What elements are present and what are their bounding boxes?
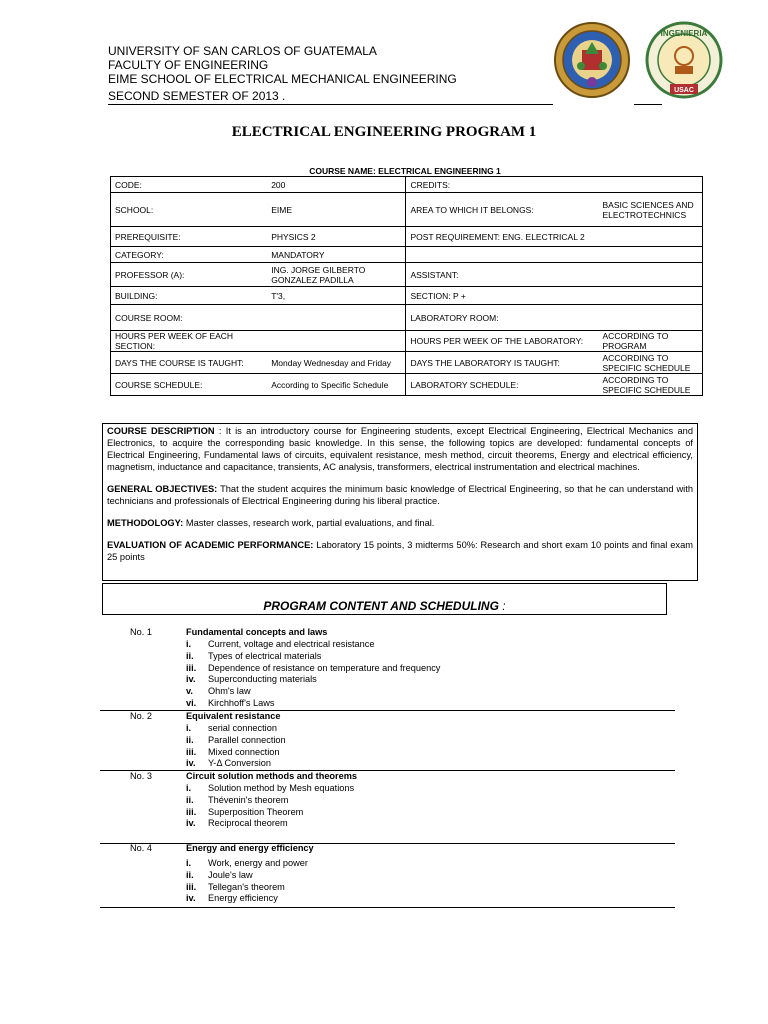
info-value-right [599, 177, 703, 193]
topic-numeral: i. [186, 723, 192, 733]
unit-topic-list [186, 783, 354, 830]
header-divider [108, 104, 553, 105]
program-content-heading: PROGRAM CONTENT AND SCHEDULING : [102, 583, 667, 615]
info-row [111, 193, 703, 227]
info-label-right: HOURS PER WEEK OF THE LABORATORY: [406, 331, 599, 352]
topic-text: Ohm's law [208, 686, 251, 697]
info-label: PREREQUISITE: [111, 227, 268, 247]
info-value-right [599, 263, 703, 287]
info-label-right: CREDITS: [406, 177, 599, 193]
info-label: COURSE ROOM: [111, 305, 268, 331]
topic-item [186, 698, 440, 710]
topic-text: Types of electrical materials [208, 650, 322, 661]
info-row [111, 177, 703, 193]
info-value-right: BASIC SCIENCES AND ELECTROTECHNICS [599, 193, 703, 227]
topic-numeral: ii. [186, 734, 194, 745]
info-value-right [599, 227, 703, 247]
info-row [111, 331, 703, 352]
topic-text: Mixed connection [208, 746, 280, 757]
topic-text: Dependence of resistance on temperature and frequency [208, 662, 441, 673]
topic-numeral: iv. [186, 893, 196, 904]
info-label-right [406, 247, 599, 263]
info-value: T'3, [267, 287, 406, 305]
info-label: CATEGORY: [111, 247, 268, 263]
info-row [111, 352, 703, 374]
info-label: HOURS PER WEEK OF EACH SECTION: [111, 331, 268, 352]
course-description: COURSE DESCRIPTION : It is an introductory course for Engineering students, except Electrical Engineering, Electrical Mechanics and Electronics, to acquire the corresponding basic knowledge. In this sense, the following topics are developed: fundamental concepts of Electrical Engineering, Fundamental laws of circuits, equivalent resistance, mesh method, circuit theorems, Energy and electrical efficiency, magnetism, inductance and capacitance, transients, AC analysis, transformers, electrical instrumentation and electrical machines. [107, 426, 693, 472]
topic-numeral: iii. [186, 746, 197, 757]
info-row [111, 227, 703, 247]
topic-text: Work, energy and power [208, 858, 308, 868]
info-value: MANDATORY [267, 247, 406, 263]
unit-number: No. 2 [130, 711, 152, 721]
course-info-table [110, 176, 703, 396]
university-name: UNIVERSITY OF SAN CARLOS OF GUATEMALA [108, 44, 377, 58]
topic-text: Joule's law [208, 869, 253, 880]
school-name: EIME SCHOOL OF ELECTRICAL MECHANICAL ENGINEERING [108, 72, 457, 86]
seal-text-top: INGENIERIA [660, 29, 708, 38]
university-seal-logo [553, 20, 631, 100]
evaluation: EVALUATION OF ACADEMIC PERFORMANCE: Laboratory 15 points, 3 midterms 50%: Research and short exam 10 points and final exam 25 points [107, 540, 693, 562]
unit-number: No. 1 [130, 627, 152, 637]
topic-text: Kirchhoff's Laws [208, 697, 275, 708]
info-value: EIME [267, 193, 406, 227]
topic-numeral: i. [186, 783, 192, 793]
unit-title: Fundamental concepts and laws [186, 627, 328, 637]
topic-item [186, 639, 440, 651]
info-value: PHYSICS 2 [267, 227, 406, 247]
info-row [111, 247, 703, 263]
info-label-right: ASSISTANT: [406, 263, 599, 287]
topic-text: Reciprocal theorem [208, 818, 288, 829]
general-objectives: GENERAL OBJECTIVES: That the student acquires the minimum basic knowledge of Electrical Engineering, so that he can understand with technicians and professionals of Electrical Engineering during his liberal practice. [107, 484, 693, 506]
topic-item [186, 795, 354, 807]
info-label: COURSE SCHEDULE: [111, 374, 268, 396]
unit-number: No. 4 [130, 843, 152, 853]
topic-item [186, 858, 308, 870]
course-name-caption: COURSE NAME: ELECTRICAL ENGINEERING 1 [309, 166, 501, 176]
topic-numeral: ii. [186, 650, 194, 661]
topic-numeral: v. [186, 686, 193, 697]
info-label-right: POST REQUIREMENT: ENG. ELECTRICAL 2 [406, 227, 599, 247]
info-value: According to Specific Schedule [267, 374, 406, 396]
topic-numeral: iv. [186, 674, 196, 685]
unit-divider [100, 907, 675, 908]
topic-item [186, 893, 308, 905]
info-value-right [599, 247, 703, 263]
topic-item [186, 783, 354, 795]
info-label-right: LABORATORY SCHEDULE: [406, 374, 599, 396]
topic-numeral: iii. [186, 662, 197, 673]
topic-numeral: iii. [186, 806, 197, 817]
topic-text: Solution method by Mesh equations [208, 783, 355, 793]
info-value [267, 305, 406, 331]
topic-numeral: i. [186, 858, 192, 868]
info-label-right: DAYS THE LABORATORY IS TAUGHT: [406, 352, 599, 374]
topic-item [186, 651, 440, 663]
topic-numeral: vi. [186, 697, 197, 708]
unit-title: Equivalent resistance [186, 711, 281, 721]
topic-text: serial connection [208, 723, 277, 733]
info-value [267, 331, 406, 352]
topic-numeral: iii. [186, 881, 197, 892]
info-value: ING. JORGE GILBERTO GONZALEZ PADILLA [267, 263, 406, 287]
document-title: ELECTRICAL ENGINEERING PROGRAM 1 [231, 124, 537, 140]
topic-text: Energy efficiency [208, 893, 278, 904]
info-label: CODE: [111, 177, 268, 193]
topic-numeral: ii. [186, 869, 194, 880]
topic-item [186, 723, 286, 735]
topic-text: Superposition Theorem [208, 806, 304, 817]
info-label-right: SECTION: P + [406, 287, 599, 305]
info-value: 200 [267, 177, 406, 193]
info-row [111, 263, 703, 287]
topic-numeral: iv. [186, 758, 196, 769]
info-label: DAYS THE COURSE IS TAUGHT: [111, 352, 268, 374]
info-row [111, 287, 703, 305]
topic-item [186, 663, 440, 675]
unit-title: Circuit solution methods and theorems [186, 771, 358, 781]
info-label: PROFESSOR (A): [111, 263, 268, 287]
unit-number: No. 3 [130, 771, 152, 781]
seal-text-bottom: USAC [674, 87, 694, 94]
institution-header [108, 44, 457, 103]
info-label-right: LABORATORY ROOM: [406, 305, 599, 331]
info-value-right: ACCORDING TO SPECIFIC SCHEDULE [599, 352, 703, 374]
topic-item [186, 882, 308, 894]
info-value-right: ACCORDING TO SPECIFIC SCHEDULE [599, 374, 703, 396]
info-row [111, 374, 703, 396]
topic-text: Current, voltage and electrical resistance [208, 639, 375, 649]
info-label-right: AREA TO WHICH IT BELONGS: [406, 193, 599, 227]
topic-item [186, 686, 440, 698]
topic-numeral: iv. [186, 818, 196, 829]
unit-topic-list [186, 723, 286, 770]
info-label: SCHOOL: [111, 193, 268, 227]
topic-text: Parallel connection [208, 734, 286, 745]
unit-topic-list [186, 639, 440, 710]
info-value-right: ACCORDING TO PROGRAM [599, 331, 703, 352]
topic-item [186, 870, 308, 882]
topic-item [186, 747, 286, 759]
engineering-seal-logo [645, 20, 723, 100]
topic-item [186, 674, 440, 686]
topic-item [186, 758, 286, 770]
course-description-box [102, 423, 698, 581]
unit-title: Energy and energy efficiency [186, 843, 314, 853]
header-divider-short [634, 104, 662, 105]
info-value-right [599, 287, 703, 305]
semester-line: SECOND SEMESTER OF 2013 . [108, 89, 286, 103]
topic-numeral: i. [186, 639, 192, 649]
methodology: METHODOLOGY: Master classes, research work, partial evaluations, and final. [107, 518, 435, 528]
unit-topic-list [186, 858, 308, 905]
info-row [111, 305, 703, 331]
topic-text: Y-Δ Conversion [208, 758, 271, 769]
topic-item [186, 735, 286, 747]
topic-text: Superconducting materials [208, 674, 317, 685]
topic-item [186, 818, 354, 830]
info-value: Monday Wednesday and Friday [267, 352, 406, 374]
info-value-right [599, 305, 703, 331]
topic-text: Tellegan's theorem [208, 881, 285, 892]
topic-text: Thévenin's theorem [208, 794, 289, 805]
info-label: BUILDING: [111, 287, 268, 305]
topic-item [186, 807, 354, 819]
faculty-name: FACULTY OF ENGINEERING [108, 58, 269, 72]
topic-numeral: ii. [186, 794, 194, 805]
